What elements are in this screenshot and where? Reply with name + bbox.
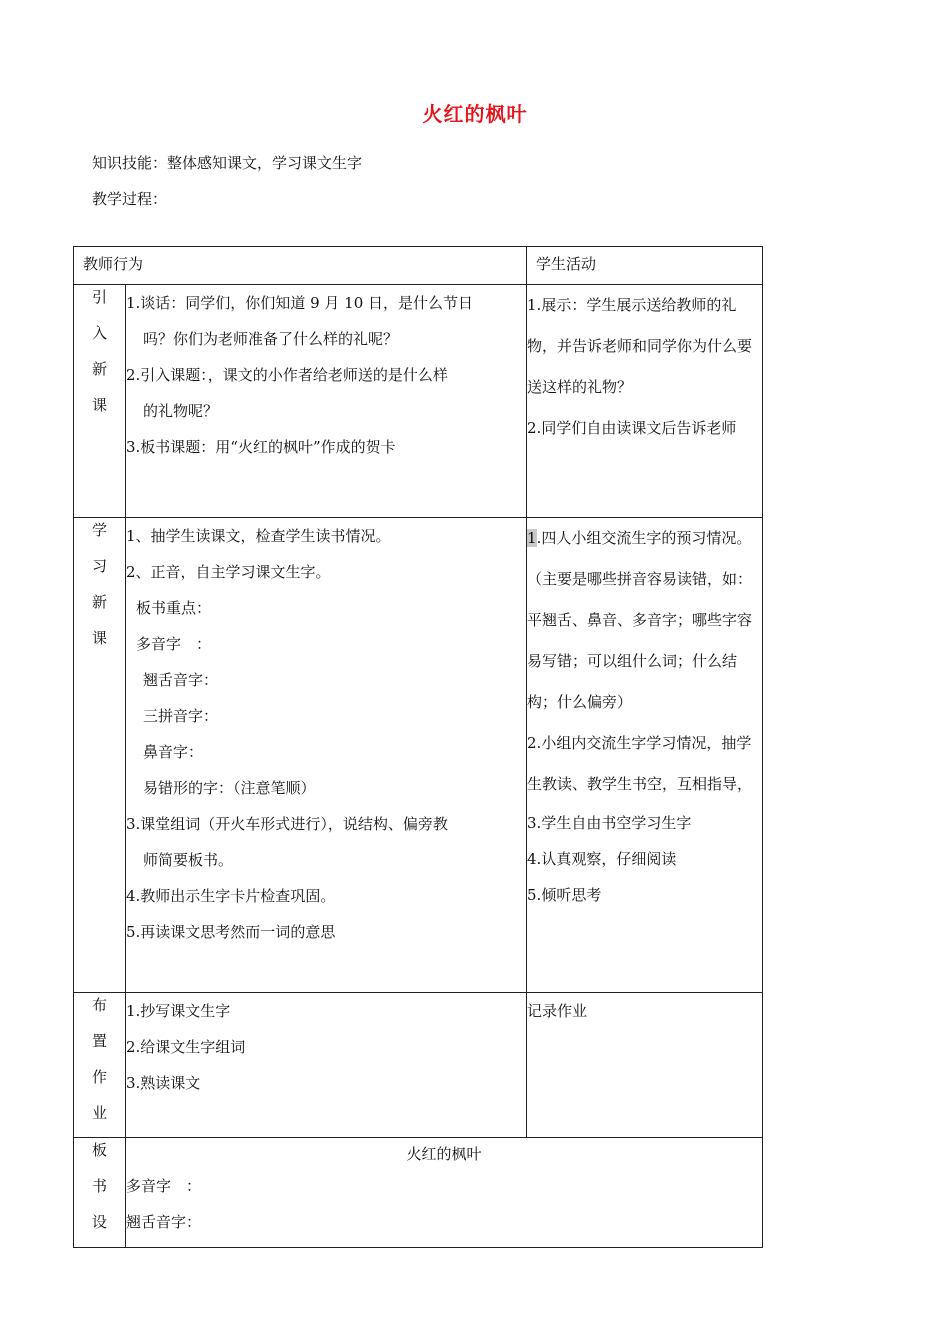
student-item: 3.学生自由书空学习生字: [527, 814, 692, 832]
teacher-line: 3.课堂组词（开火车形式进行），说结构、偏旁教: [126, 815, 448, 833]
label-char: 入: [91, 324, 107, 342]
student-cell-learn: [527, 518, 763, 993]
teacher-line: 1、抽学生读课文，检查学生读书情况。: [126, 527, 391, 545]
table-row-homework: [74, 993, 763, 1138]
row-label-learn: [74, 518, 126, 993]
teacher-line: 3.板书课题：用“火红的枫叶”作成的贺卡: [126, 438, 396, 456]
student-cell-homework: [527, 993, 763, 1138]
teacher-cell-homework: [126, 993, 527, 1138]
student-item: 1.展示：学生展示送给教师的礼物，并告诉老师和同学你为什么要送这样的礼物？: [527, 296, 753, 396]
label-char: 引: [91, 288, 107, 306]
teacher-line: 的礼物呢？: [143, 402, 219, 420]
label-char: 习: [91, 557, 107, 575]
teacher-line: 3.熟读课文: [126, 1074, 201, 1092]
teacher-header: 教师行为: [83, 255, 144, 273]
row-label-board: [74, 1138, 126, 1248]
teacher-line: 翘舌音字：: [143, 671, 219, 689]
label-char: 课: [91, 629, 107, 647]
teacher-line: 板书重点：: [136, 599, 212, 617]
teacher-header-cell: [74, 247, 527, 285]
teacher-line: 2.引入课题：，课文的小作者给老师送的是什么样: [126, 366, 448, 384]
teacher-line: 三拼音字：: [143, 707, 219, 725]
teacher-line: 1.抄写课文生字: [126, 1002, 231, 1020]
student-item: 4.认真观察，仔细阅读: [527, 850, 677, 868]
student-item-text: .四人小组交流生字的预习情况。（主要是哪些拼音容易读错，如：平翘舌、鼻音、多音字；哪些字容易写错；可以组什么词；什么结构；什么偏旁）: [527, 529, 753, 711]
process-label: 教学过程：: [92, 190, 168, 208]
teacher-line: 4.教师出示生字卡片检查巩固。: [126, 887, 336, 905]
table-row-intro: [74, 285, 763, 518]
teacher-line: 2.给课文生字组词: [126, 1038, 246, 1056]
teacher-cell-learn: [126, 518, 527, 993]
student-header-cell: [527, 247, 763, 285]
row-label-intro: [74, 285, 126, 518]
teacher-line: 2、正音，自主学习课文生字。: [126, 563, 331, 581]
label-char: 学: [91, 521, 107, 539]
teacher-line: 易错形的字：（注意笔顺）: [143, 779, 316, 797]
student-item: 5.倾听思考: [527, 886, 602, 904]
label-char: 板: [91, 1141, 107, 1159]
label-char: 设: [91, 1213, 107, 1231]
board-title: 火红的枫叶: [406, 1145, 482, 1163]
label-char: 置: [91, 1032, 107, 1050]
row-label-homework: [74, 993, 126, 1138]
board-line: 多音字 ：: [126, 1177, 202, 1195]
board-line: 翘舌音字：: [126, 1213, 202, 1231]
highlighted-number: 1: [527, 529, 537, 547]
student-item: 记录作业: [527, 1002, 588, 1020]
teacher-line: 1.谈话：同学们，你们知道 9 月 10 日，是什么节日: [126, 294, 474, 312]
teacher-line: 鼻音字：: [143, 743, 204, 761]
label-char: 作: [91, 1068, 107, 1086]
student-item: [527, 518, 762, 723]
teacher-line: 5.再读课文思考然而一词的意思: [126, 923, 336, 941]
student-item: 2.同学们自由读课文后告诉老师: [527, 419, 737, 437]
label-char: 业: [91, 1104, 107, 1122]
label-char: 课: [91, 396, 107, 414]
student-item: 2.小组内交流生字学习情况，抽学生教读、教学生书空，互相指导，: [527, 734, 753, 793]
lesson-plan-table: [73, 246, 763, 1248]
label-char: 新: [91, 360, 107, 378]
student-cell-intro: [527, 285, 763, 518]
board-design-cell: [126, 1138, 763, 1248]
label-char: 布: [91, 996, 107, 1014]
student-header: 学生活动: [536, 255, 597, 273]
teacher-line: 吗？你们为老师准备了什么样的礼呢？: [143, 330, 399, 348]
table-header-row: [74, 247, 763, 285]
teacher-line: 师简要板书。: [143, 851, 234, 869]
label-char: 书: [91, 1177, 107, 1195]
teacher-line: 多音字 ：: [136, 635, 212, 653]
table-row-learn: [74, 518, 763, 993]
table-row-board: [74, 1138, 763, 1248]
skill-goal-text: 知识技能：整体感知课文，学习课文生字: [92, 154, 363, 172]
teacher-cell-intro: [126, 285, 527, 518]
document-title: 火红的枫叶: [422, 102, 528, 126]
label-char: 新: [91, 593, 107, 611]
